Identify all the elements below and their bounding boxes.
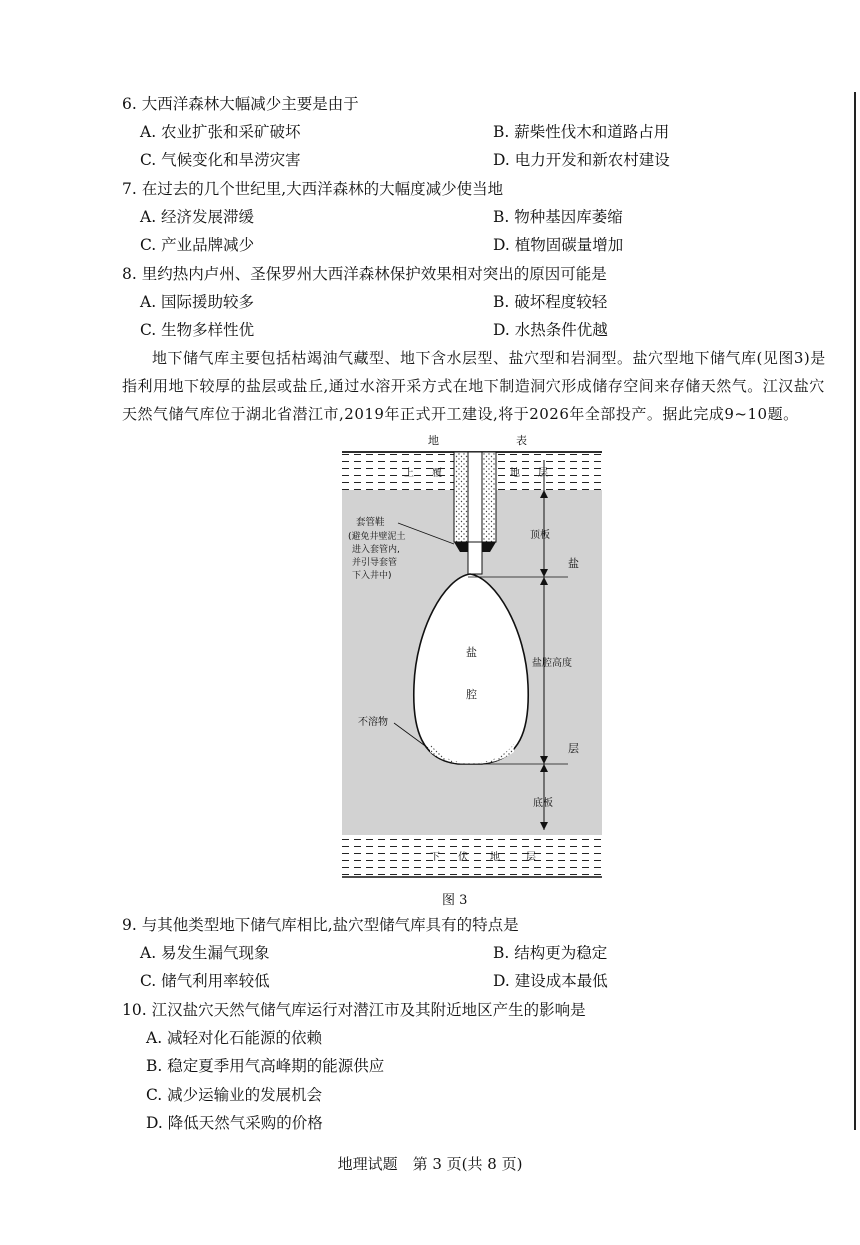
casing-shoe-note-2: 进入套管内, <box>352 545 400 555</box>
salt-layer-char-2: 层 <box>568 742 579 755</box>
question-10-stem: 10. 江汉盐穴天然气储气库运行对潜江市及其附近地区产生的影响是 <box>122 1001 586 1019</box>
upper-layer-char-4: 层 <box>538 468 548 479</box>
cavity-char-2: 腔 <box>466 688 477 701</box>
question-7-option-b: B. 物种基因库萎缩 <box>493 208 623 226</box>
upper-layer-char-3: 地 <box>510 468 520 479</box>
salt-layer-char-1: 盐 <box>568 557 579 570</box>
question-10-option-a: A. 减轻对化石能源的依赖 <box>146 1029 323 1047</box>
question-6-stem: 6. 大西洋森林大幅减少主要是由于 <box>122 95 359 113</box>
lower-layer-char-2: 伏 <box>458 852 468 863</box>
casing-shoe-note-3: 并引导套管 <box>352 558 398 568</box>
question-7-option-d: D. 植物固碳量增加 <box>493 236 624 254</box>
question-9-option-c: C. 储气利用率较低 <box>140 972 270 990</box>
roof-label: 顶板 <box>530 530 550 541</box>
surface-label-left: 地 <box>428 434 439 447</box>
question-10-option-b: B. 稳定夏季用气高峰期的能源供应 <box>146 1057 385 1075</box>
lower-layer-char-1: 下 <box>430 852 440 863</box>
upper-layer-char-1: 上 <box>404 468 414 479</box>
question-7-stem: 7. 在过去的几个世纪里,大西洋森林的大幅度减少使当地 <box>122 180 504 198</box>
question-8-option-c: C. 生物多样性优 <box>140 321 255 339</box>
question-9-stem: 9. 与其他类型地下储气库相比,盐穴型储气库具有的特点是 <box>122 916 519 934</box>
casing-shoe-label: 套管鞋 <box>356 517 385 528</box>
question-10-option-c: C. 减少运输业的发展机会 <box>146 1086 323 1104</box>
lower-layer-char-3: 地 <box>490 852 500 863</box>
question-6-option-a: A. 农业扩张和采矿破坏 <box>140 123 301 141</box>
casing-shoe-note-4: 下入井中) <box>352 571 392 581</box>
question-6-option-d: D. 电力开发和新农村建设 <box>493 151 670 169</box>
floor-label: 底板 <box>533 798 553 809</box>
question-9-option-d: D. 建设成本最低 <box>493 972 608 990</box>
question-9-option-a: A. 易发生漏气现象 <box>140 944 270 962</box>
reading-passage: 地下储气库主要包括枯竭油气藏型、地下含水层型、盐穴型和岩洞型。盐穴型地下储气库(见图3)是指利用地下较厚的盐层或盐丘,通过水溶开采方式在地下制造洞穴形成储存空间来存储天然气。江汉盐穴天然气储气库位于湖北省潜江市,2019年正式开工建设,将于2026年全部投产。据此完成9~10题。 <box>122 349 826 423</box>
question-9-option-b: B. 结构更为稳定 <box>493 944 608 962</box>
cavity-char-1: 盐 <box>466 646 477 659</box>
underlying-layer <box>342 835 602 877</box>
question-8-option-d: D. 水热条件优越 <box>493 321 608 339</box>
casing-shoe-note-1: (避免井壁泥土 <box>348 532 406 542</box>
question-7-option-a: A. 经济发展滞缓 <box>140 208 255 226</box>
salt-cavern-diagram <box>330 430 610 885</box>
page-edge-rule <box>854 92 856 1130</box>
cavity-height-label: 盐腔高度 <box>532 658 572 669</box>
figure-caption: 图 3 <box>442 893 468 908</box>
question-6-option-b: B. 薪柴性伐木和道路占用 <box>493 123 670 141</box>
upper-layer-char-2: 覆 <box>432 468 442 479</box>
question-10-option-d: D. 降低天然气采购的价格 <box>146 1114 323 1132</box>
page-footer: 地理试题 第 3 页(共 8 页) <box>337 1155 523 1173</box>
lower-layer-char-4: 层 <box>526 852 536 863</box>
question-6-option-c: C. 气候变化和旱涝灾害 <box>140 151 301 169</box>
question-8-option-b: B. 破坏程度较轻 <box>493 293 608 311</box>
surface-label-right: 表 <box>516 434 527 447</box>
question-7-option-c: C. 产业品牌减少 <box>140 236 255 254</box>
question-8-stem: 8. 里约热内卢州、圣保罗州大西洋森林保护效果相对突出的原因可能是 <box>122 265 607 283</box>
insoluble-label: 不溶物 <box>358 717 388 728</box>
question-8-option-a: A. 国际援助较多 <box>140 293 255 311</box>
